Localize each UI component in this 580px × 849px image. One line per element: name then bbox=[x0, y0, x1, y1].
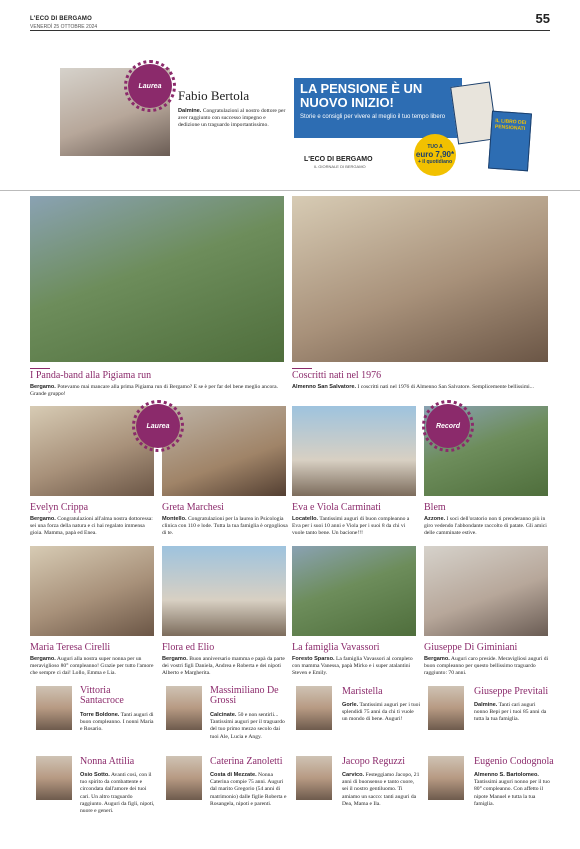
caption-de-grossi: Calcinate. 50 e non sentirli... Tantissimi auguri per il traguardo del tuo primo mezzo secolo dai tuoi Ale, Lucia e Angy. bbox=[210, 712, 285, 740]
caption-blem: Azzone. I soci dell'oratorio non ti prenderanno più in giro vedendo l'abbondante raccolto di patate. Gli amici delle camminate estive. bbox=[424, 516, 547, 537]
issue-date: VENERDÌ 25 OTTOBRE 2024 bbox=[30, 24, 98, 30]
photo-santacroce bbox=[36, 686, 72, 730]
advert-headline: LA PENSIONE È UN NUOVO INIZIO! bbox=[300, 81, 423, 110]
record-badge: Record bbox=[426, 404, 470, 448]
photo-cirelli bbox=[30, 546, 154, 636]
caption-zanoletti: Costa di Mezzate. Nonna Caterina compie 75 anni. Auguri dal marito Gregorio (54 anni di matrimonio) dalle figlie Roberta e Rosangela, nipoti e parenti. bbox=[210, 772, 287, 807]
advert-logo: L'ECO DI BERGAMO bbox=[304, 156, 373, 163]
page-header bbox=[30, 8, 550, 30]
caption-evelyn: Bergamo. Congratulazioni all'alma nostra dottoressa: sei una forza della natura e ci hai regalato immensa gioia. Mamma, papà ed Enea. bbox=[30, 516, 153, 537]
header-rule bbox=[30, 30, 550, 31]
advert-subtitle: Storie e consigli per vivere al meglio il tuo tempo libero bbox=[300, 114, 446, 120]
title-reguzzi: Jacopo Reguzzi bbox=[342, 756, 406, 767]
title-de-grossi: Massimiliano De Grossi bbox=[210, 685, 279, 706]
title-attilia: Nonna Attilia bbox=[80, 756, 135, 767]
title-greta: Greta Marchesi bbox=[162, 502, 224, 513]
photo-previtali bbox=[428, 686, 464, 730]
newspaper-logo: L'ECO DI BERGAMO bbox=[30, 16, 92, 22]
photo-di-giminiani bbox=[424, 546, 548, 636]
title-codognola: Eugenio Codognola bbox=[474, 756, 554, 767]
title-previtali: Giuseppe Previtali bbox=[474, 686, 549, 697]
photo-carminati bbox=[292, 406, 416, 496]
caption-greta: Montello. Congratulazioni per la laurea in Psicologia clinica con 110 e lode. Tutta la tua famiglia è orgogliosa di te. bbox=[162, 516, 288, 537]
page-number: 55 bbox=[535, 11, 550, 26]
photo-coscritti-1976 bbox=[292, 196, 548, 362]
title-rule bbox=[292, 368, 312, 369]
photo-vavassori bbox=[292, 546, 416, 636]
advert-pensione[interactable] bbox=[294, 78, 550, 178]
caption-vavassori: Foresto Sparso. La famiglia Vavassori al completo con mamma Vanessa, papà Mirko e i super atalantini Steven e Emily. bbox=[292, 656, 413, 677]
caption-flora-elio: Bergamo. Buon anniversario mamma e papà da parte dei vostri figli Daniela, Andrea e Roberta e dei nipoti Alberto e Margherita. bbox=[162, 656, 285, 677]
title-cirelli: Maria Teresa Cirelli bbox=[30, 642, 111, 653]
bubble-price: euro 7,90* bbox=[415, 150, 455, 159]
section-divider bbox=[0, 190, 580, 191]
caption-carminati: Locatello. Tantissimi auguri di buon compleanno a Eva per i suoi 10 anni e Viola per i suoi 8 da chi vi vuole tanto bene. Un bacione!!! bbox=[292, 516, 410, 537]
caption-coscritti: Almenno San Salvatore. I coscritti nati nel 1976 di Almenno San Salvatore. Semplicemente bellissimi... bbox=[292, 384, 534, 390]
title-maristella: Maristella bbox=[342, 686, 383, 697]
laurea-badge: Laurea bbox=[136, 404, 180, 448]
title-vavassori: La famiglia Vavassori bbox=[292, 642, 380, 653]
title-flora-elio: Flora ed Elio bbox=[162, 642, 215, 653]
laurea-badge: Laurea bbox=[128, 64, 172, 108]
price-bubble bbox=[414, 134, 456, 176]
title-di-giminiani: Giuseppe Di Giminiani bbox=[424, 642, 518, 653]
photo-maristella bbox=[296, 686, 332, 730]
photo-codognola bbox=[428, 756, 464, 800]
title-rule bbox=[30, 368, 50, 369]
caption-panda-band: Bergamo. Potevamo mai mancare alla prima Pigiama run di Bergamo? E se è per far del bene meglio ancora. Grande gruppo! bbox=[30, 384, 278, 398]
caption-previtali: Dalmine. Tanti cari auguri nonno Bepi per i tuoi 85 anni da tutta la tua famiglia. bbox=[474, 702, 547, 723]
caption-reguzzi: Carvico. Festeggiamo Jacopo, 21 anni di buonsenso e tanto cuore, sei il nostro gentiluomo. Ti amiamo un sacco: tanti auguri da Dea, Mama e Ila. bbox=[342, 772, 420, 807]
top-caption: Dalmine. Congratulazioni al nostro dottore per aver raggiunto con successo impegno e dedizione un traguardo importantissimo. bbox=[178, 108, 286, 129]
caption-santacroce: Torre Boldone. Tanti auguri di buon compleanno. I nonni Maria e Rosario. bbox=[80, 712, 154, 733]
title-panda-band: I Panda-band alla Pigiama run bbox=[30, 370, 152, 381]
title-carminati: Eva e Viola Carminati bbox=[292, 502, 381, 513]
caption-attilia: Osio Sotto. Avanti così, con il tuo spirito da combattente e circondata dall'amore dei tuoi cari. Un altro traguardo raggiunto. Auguri da figli, nipoti, nuore e generi. bbox=[80, 772, 155, 815]
bubble-top: TUO A bbox=[427, 144, 443, 150]
advert-logo-sub: IL GIORNALE DI BERGAMO bbox=[314, 164, 366, 169]
caption-maristella: Gorle. Tantissimi auguri per i tuoi splendidi 75 anni da chi ti vuole un mondo di bene. Auguri! bbox=[342, 702, 420, 723]
photo-reguzzi bbox=[296, 756, 332, 800]
book-cover: IL LIBRO DEI PENSIONATI bbox=[488, 111, 532, 172]
bubble-bottom: + il quotidiano bbox=[417, 159, 453, 165]
title-santacroce: Vittoria Santacroce bbox=[80, 685, 124, 706]
title-coscritti: Coscritti nati nel 1976 bbox=[292, 370, 382, 381]
caption-cirelli: Bergamo. Auguri alla nostra super nonna per un meraviglioso 80° compleanno! Grazie per tutto l'amore che sempre ci dai! Lollo, Emma e Lia. bbox=[30, 656, 154, 677]
photo-flora-elio bbox=[162, 546, 286, 636]
photo-zanoletti bbox=[166, 756, 202, 800]
title-evelyn: Evelyn Crippa bbox=[30, 502, 89, 513]
caption-codognola: Almenno S. Bartolomeo. Tantissimi auguri nonno per il tuo 80° compleanno. Con affetto il nipote Manuel e tutta la tua famiglia. bbox=[474, 772, 550, 807]
photo-panda-band bbox=[30, 196, 284, 362]
photo-de-grossi bbox=[166, 686, 202, 730]
photo-attilia bbox=[36, 756, 72, 800]
caption-di-giminiani: Bergamo. Auguri caro preside. Meravigliosi auguri di buon compleanno per questo bellissimo traguardo raggiunto: 70 anni. bbox=[424, 656, 549, 677]
top-title: Fabio Bertola bbox=[178, 88, 250, 103]
title-blem: Blem bbox=[424, 502, 446, 513]
title-zanoletti: Caterina Zanoletti bbox=[210, 756, 283, 767]
